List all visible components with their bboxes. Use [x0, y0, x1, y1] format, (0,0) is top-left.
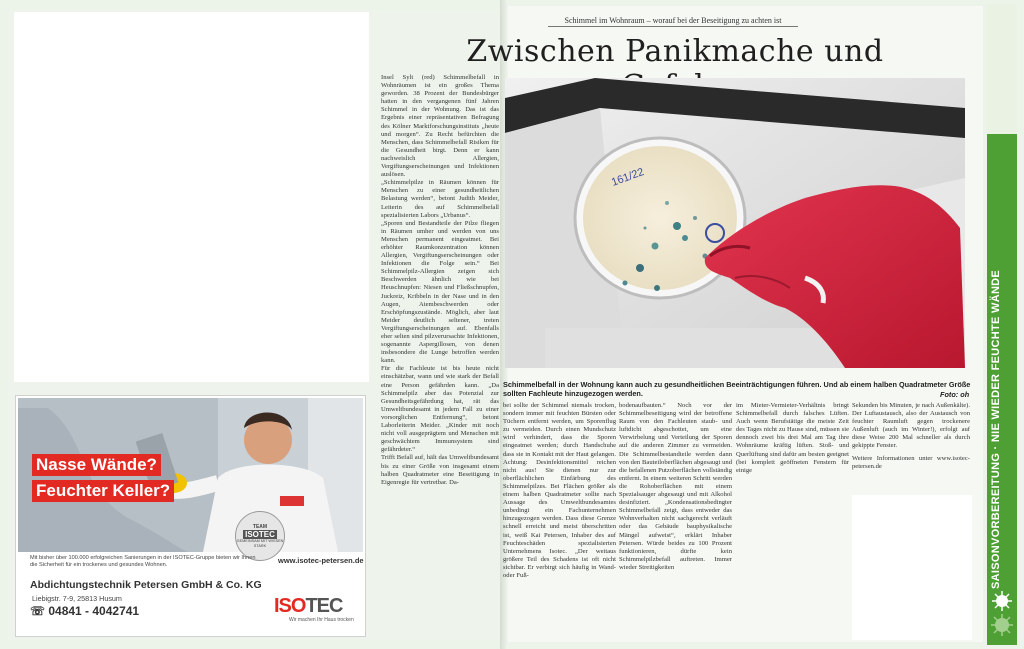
article-paragraph: Sekunden bis Minuten, je nach Außenkälte). Der Luftaustausch, also der Austausch von feuchter Raumluft gegen trockenere Außenluft (auch im Winter!), erfolgt auf diese Weise 200 Mal schneller als durch gekippte Fenster. — [852, 402, 970, 450]
isotec-logo — [274, 595, 342, 618]
team-isotec-badge — [235, 511, 285, 561]
ad-slogan: Wir machen Ihr Haus trocken — [289, 617, 354, 623]
article-headline: Zwischen Panikmache und — [466, 34, 884, 69]
article-column-5 — [852, 402, 970, 502]
photo-credit: Foto: oh — [940, 390, 970, 399]
ad-headline-2: Feuchter Keller? — [32, 480, 174, 502]
ad-phone-number: 04841 - 4042741 — [48, 604, 140, 618]
ad-description: Mit bisher über 100.000 erfolgreichen Sanierungen in der ISOTEC-Gruppe bieten wir Ihnen die Sicherheit für ein trockenes und gesundes Wohnen. — [30, 555, 256, 568]
article-paragraph: Für die Fachleute ist bis heute nicht einschätzbar, wann und wie stark der Befall eine Person gefährden kann. „Da Schimmelpilz aber das Potenzial zur Gesundheitsgefährdung hat, rät das Umweltbundesamt in jedem Fall zu einer vorsorglichen Entfernung“, betont Laborleiterin Meider. „Kinder mit noch nicht voll ausgeprägtem und Menschen mit geschwächtem Immunsystem sind gefährdeter.“ — [381, 365, 499, 454]
isotec-advertisement[interactable] — [15, 395, 366, 637]
ad-website-link[interactable]: www.isotec-petersen.de — [278, 556, 364, 565]
phone-icon: ☏ — [30, 604, 49, 618]
section-sidebar — [987, 4, 1017, 645]
petri-dish-photo — [505, 78, 965, 368]
logo-iso: ISO — [274, 595, 306, 617]
blank-box — [852, 495, 972, 640]
dish-label: 161/22 — [609, 166, 646, 189]
photo-caption: Schimmelbefall in der Wohnung kann auch zu gesundheitlichen Beeinträchtigungen führen. Und ab einem halben Quadratmeter Größe sollten Fachleute hinzugezogen werden. — [503, 380, 971, 398]
article-column-4: im Mieter-Vermieter-Verhältnis bringt Schimmelbefall durch falsches Lüften. Auch wenn Berufstätige die meiste Zeit des Tages nicht zu Hause sind, müssen sie dennoch zwei bis drei Mal am Tag ihre Wohnräume kräftig lüften. Stoß- und Querlüftung sind dafür am besten geeignet (bei komplett geöffneten Fenstern für einige — [736, 402, 849, 474]
article-paragraph: Trifft Befall auf, hält das Umweltbundesamt bis zu einer Größe von insgesamt einem halben Quadratmeter eine Beseitigung in Eigenregie für vertretbar. Da- — [381, 454, 499, 486]
article-kicker: Schimmel im Wohnraum – worauf bei der Beseitigung zu achten ist — [548, 16, 798, 27]
badge-mid-text: ISOTEC — [245, 530, 275, 539]
article-more-info: Weitere Informationen unter www.isotec-petersen.de — [852, 454, 970, 470]
ad-address: Liebigstr. 7-9, 25813 Husum — [32, 594, 122, 603]
badge-bottom-text: GEMEINSAM MIT WISSEN STARK — [236, 539, 284, 548]
ad-phone[interactable] — [30, 604, 139, 618]
article-column-2: bei sollte der Schimmel niemals trocken, sondern immer mit feuchten Bürsten oder Tüchern entfernt werden, um Sporenflug zu vermeiden. Durch einen Mundschutz wird verhindert, dass die Sporen eingeatmet werden; durch Handschuhe dass sie in Kontakt mit der Haut gelangen. Achtung: Desinfektionsmittel reichen nicht aus! Sie dienen nur zur oberflächlichen Einfärbung des Schimmelpilzes. Bei Flächen größer als einem halben Quadratmeter sollte nach Aussage des Umweltbundesamtes unbedingt ein Fachunternehmen hinzugezogen werden. Dass diese Grenze schnell erreicht und meist überschritten ist, weiß Kai Petersen, Inhaber des auf Feuchteschäden spezialisierten Unternehmens Isotec. „Der weitaus größere Teil des Schadens ist oft nicht sichtbar. Er verbirgt sich häufig in Wand- oder Fuß- — [503, 402, 616, 579]
article-photo — [505, 78, 965, 368]
article-paragraph: „Schimmelpilze in Räumen können für Menschen zu einer gesundheitlichen Belastung werden“, betont Judith Meider, Leiterin des auf Schimmelbefall spezialisierten Labors „Urbanus“. — [381, 179, 499, 219]
sidebar-top — [987, 4, 1017, 134]
blank-area — [14, 12, 369, 382]
badge-top-text: TEAM — [252, 524, 268, 530]
article-column-1 — [381, 74, 499, 639]
article-paragraph: Insel Sylt (red) Schimmelbefall in Wohnräumen ist ein großes Thema geworden. 38 Prozent der Bundesbürger hatten in den vergangenen fünf Jahren Schimmel in der Wohnung. Das ist das Ergebnis einer repräsentativen Befragung des Kölner Marktforschungsinstituts „heute und morgen“. Zu Recht befürchten die Menschen, dass Schimmelbefall Risiken für die Gesundheit birgt. Denn er kann nachweislich Allergien, Vergiftungserscheinungen und Infektionen auslösen. — [381, 74, 499, 179]
logo-tec: TEC — [305, 595, 343, 617]
article-column-3: bodenaufbauten.“ Noch vor der Schimmelbeseitigung wird der betroffene Raum von den Fachleuten staub- und luftdicht abgeschottet, um eine Verwirbelung und Verteilung der Sporen auf die anderen Zimmer zu vermeiden. Die Schimmelbestandteile werden dann von den Bauteiloberflächen abgesaugt und die befallenen Putzoberflächen vollständig entfernt. In einem weiteren Schritt werden die Rohoberflächen mit einem Spezialsauger abgesaugt und mit Alkohol desinfiziert. „Kondensationsbedingter Schimmelbefall zeigt, dass entweder das Wohnverhalten nicht sachgerecht verläuft oder das Gebäude bauphysikalische Mängel aufweist“, erklärt Inhaber Petersen. Würde beides zu 100 Prozent funktionieren, dürfte kein Schimmelpilzbefall auftreten. Immer wieder Streitigkeiten — [619, 402, 732, 571]
virus-icon — [990, 589, 1014, 637]
ad-company-name: Abdichtungstechnik Petersen GmbH & Co. KG — [30, 579, 262, 591]
sidebar-label: SAISONVORBEREITUNG · NIE WIEDER FEUCHTE WÄNDE — [990, 269, 1002, 589]
ad-headline-1: Nasse Wände? — [32, 454, 161, 476]
article-paragraph: „Sporen und Bestandteile der Pilze fliegen in Räumen umher und werden von uns Menschen permanent eingeatmet. Bei erhöhter Raumkonzentration können Allergien, Vergiftungserscheinungen oder Infektionen die Folge sein.“ Bei Schimmelpilz-Allergien zeigen sich Beschwerden ähnlich wie bei Heuschnupfen: Niesen und Fließschnupfen, Juckreiz, Kribbeln in der Nase und in den Augen, Atembeschwerden oder Erschöpfungszustände. Möglich, aber laut Meider deutlich seltener, treten Vergiftungserscheinungen auf. Ebenfalls eher selten sind pilzverursachte Infektionen, sogenannte Aspergillosen, von denen insbesondere die Lunge betroffen werden kann. — [381, 219, 499, 365]
